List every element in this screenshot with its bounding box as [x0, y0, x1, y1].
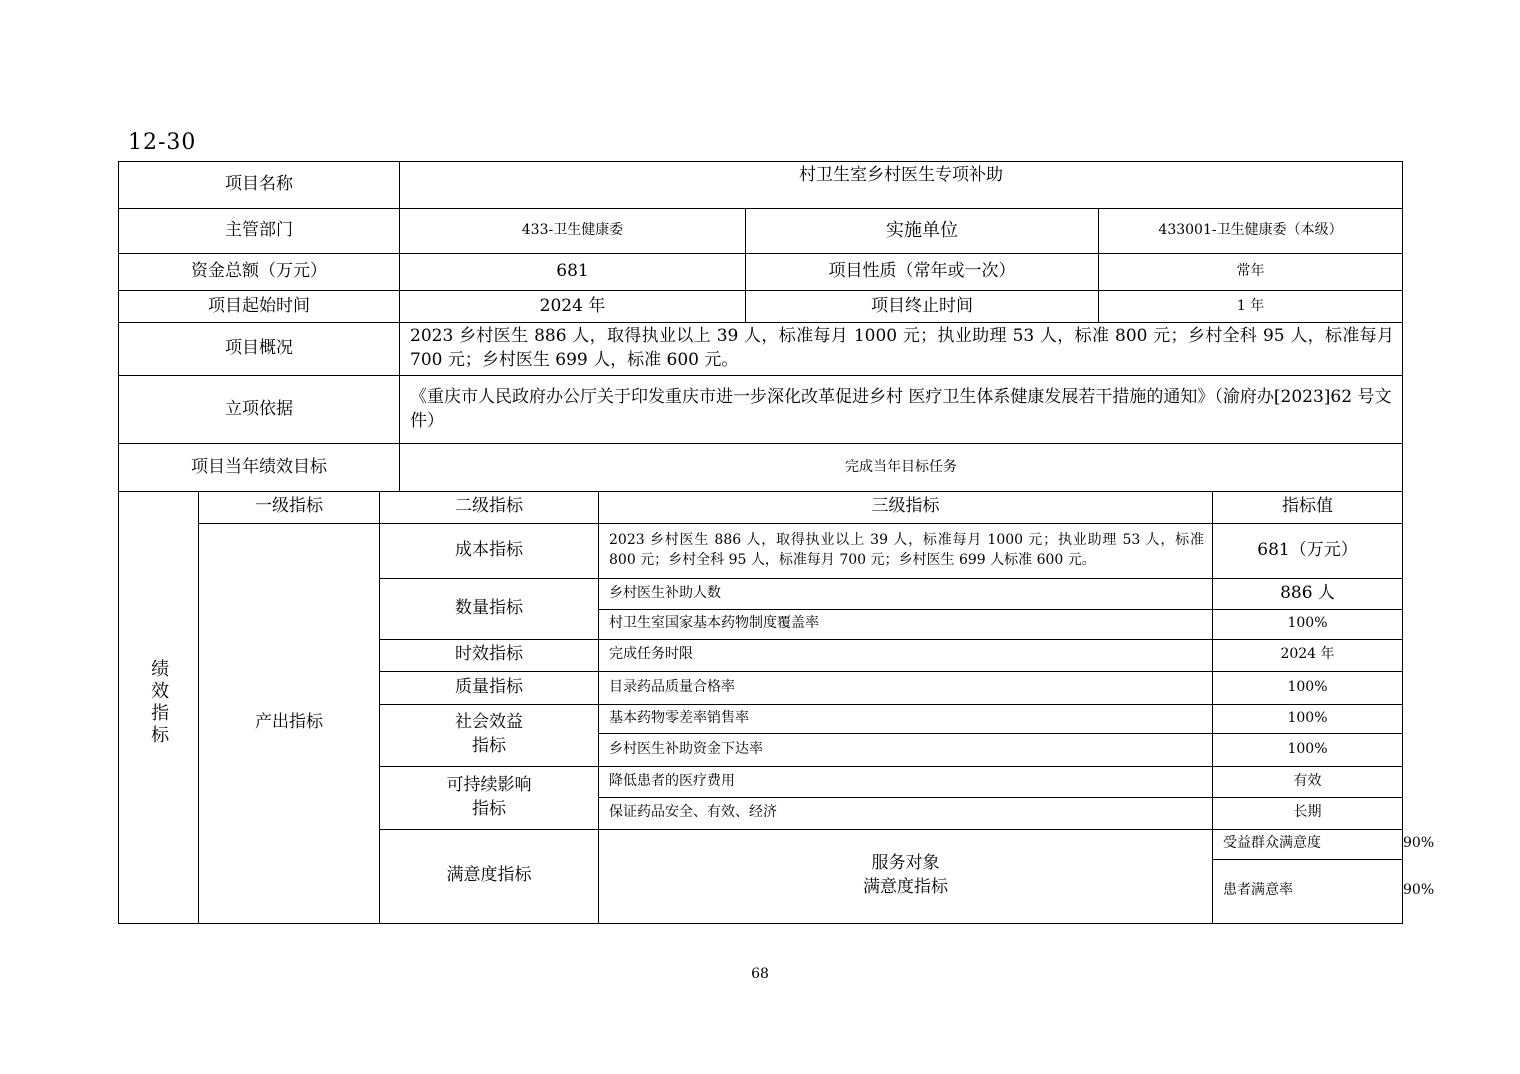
sustainable-text-2: 保证药品安全、有效、经济	[599, 797, 1213, 829]
funds-value: 681	[400, 254, 746, 291]
start-value: 2024 年	[400, 291, 746, 323]
table-row	[119, 523, 1403, 578]
sustainable-text-1: 降低患者的医疗费用	[599, 766, 1213, 797]
table-row: 满意度指标 服务对象 满意度指标 受益群众满意度 90%	[119, 829, 1403, 859]
timeliness-text: 完成任务时限	[599, 639, 1213, 671]
social-indicator-label	[380, 704, 599, 766]
dept-label: 主管部门	[119, 209, 400, 254]
project-name-value: 村卫生室乡村医生专项补助	[400, 162, 1403, 209]
row-department	[119, 209, 1403, 254]
service-label-line2: 满意度指标	[863, 877, 948, 897]
performance-indicator-label: 绩效指标	[148, 658, 170, 747]
header-level3: 三级指标	[599, 491, 1213, 523]
table-row: 患者满意率 90%	[119, 859, 1403, 923]
overview-label: 项目概况	[119, 323, 400, 376]
satisfaction-indicator-label: 满意度指标	[380, 829, 599, 923]
service-text-1: 受益群众满意度	[1213, 829, 1403, 859]
funds-label: 资金总额（万元）	[119, 254, 400, 291]
sustainable-value-1: 有效	[1213, 766, 1403, 797]
timeliness-indicator-label: 时效指标	[380, 639, 599, 671]
basis-label: 立项依据	[119, 376, 400, 444]
sustainable-label-line1: 可持续影响	[446, 774, 532, 795]
quantity-value-2: 100%	[1213, 609, 1403, 639]
service-label-line1: 服务对象	[871, 853, 940, 874]
basis-value: 《重庆市人民政府办公厅关于印发重庆市进一步深化改革促进乡村 医疗卫生体系健康发展若干措施的通知》（渝府办[2023]62 号文件）	[400, 376, 1403, 444]
quality-text: 目录药品质量合格率	[599, 671, 1213, 704]
project-name-label: 项目名称	[119, 162, 400, 209]
output-indicator-label: 产出指标	[199, 523, 380, 923]
end-value: 1 年	[1099, 291, 1403, 323]
goal-label: 项目当年绩效目标	[119, 444, 400, 492]
social-label-line2: 指标	[472, 736, 506, 756]
service-indicator-label	[599, 829, 1213, 923]
quantity-indicator-label: 数量指标	[380, 578, 599, 639]
unit-value: 433001-卫生健康委（本级）	[1099, 209, 1403, 254]
project-info-table	[118, 161, 1403, 492]
end-label: 项目终止时间	[746, 291, 1099, 323]
row-time	[119, 291, 1403, 323]
nature-value: 常年	[1099, 254, 1403, 291]
unit-label: 实施单位	[746, 209, 1099, 254]
service-text-2: 患者满意率	[1213, 859, 1403, 923]
header-level2: 二级指标	[380, 491, 599, 523]
start-label: 项目起始时间	[119, 291, 400, 323]
row-goal	[119, 444, 1403, 492]
cost-indicator-text: 2023 乡村医生 886 人，取得执业以上 39 人，标准每月 1000 元；执业助理 53 人，标准 800 元；乡村全科 95 人，标准每月 700 元；乡村医生 699 人标准 600 元。	[599, 523, 1213, 578]
social-value-2: 100%	[1213, 733, 1403, 766]
goal-value: 完成当年目标任务	[400, 444, 1403, 492]
quality-value: 100%	[1213, 671, 1403, 704]
sustainable-value-2: 长期	[1213, 797, 1403, 829]
social-value-1: 100%	[1213, 704, 1403, 733]
sustainable-indicator-label	[380, 766, 599, 829]
social-text-2: 乡村医生补助资金下达率	[599, 733, 1213, 766]
row-funds	[119, 254, 1403, 291]
dept-value: 433-卫生健康委	[400, 209, 746, 254]
row-basis	[119, 376, 1403, 444]
nature-label: 项目性质（常年或一次）	[746, 254, 1099, 291]
performance-indicator-section	[119, 491, 199, 923]
sustainable-label-line2: 指标	[472, 798, 506, 819]
cost-indicator-label: 成本指标	[380, 523, 599, 578]
cost-indicator-value: 681（万元）	[1213, 523, 1403, 578]
row-overview	[119, 323, 1403, 376]
performance-indicator-table	[118, 491, 1435, 924]
quantity-text-2: 村卫生室国家基本药物制度覆盖率	[599, 609, 1213, 639]
header-value: 指标值	[1213, 491, 1403, 523]
timeliness-value: 2024 年	[1213, 639, 1403, 671]
social-label-line1: 社会效益	[455, 712, 523, 733]
indicator-header-row	[119, 491, 1403, 523]
row-project-name	[119, 162, 1403, 209]
quantity-value-1: 886 人	[1213, 578, 1403, 609]
header-level1: 一级指标	[199, 491, 380, 523]
quality-indicator-label: 质量指标	[380, 671, 599, 704]
page-number: 68	[751, 966, 769, 982]
document-number: 12-30	[128, 130, 197, 155]
quantity-text-1: 乡村医生补助人数	[599, 578, 1213, 609]
overview-value: 2023 乡村医生 886 人，取得执业以上 39 人，标准每月 1000 元；执业助理 53 人，标准 800 元；乡村全科 95 人，标准每月 700 元；乡村医生 699 人，标准 600 元。	[400, 323, 1403, 376]
social-text-1: 基本药物零差率销售率	[599, 704, 1213, 733]
